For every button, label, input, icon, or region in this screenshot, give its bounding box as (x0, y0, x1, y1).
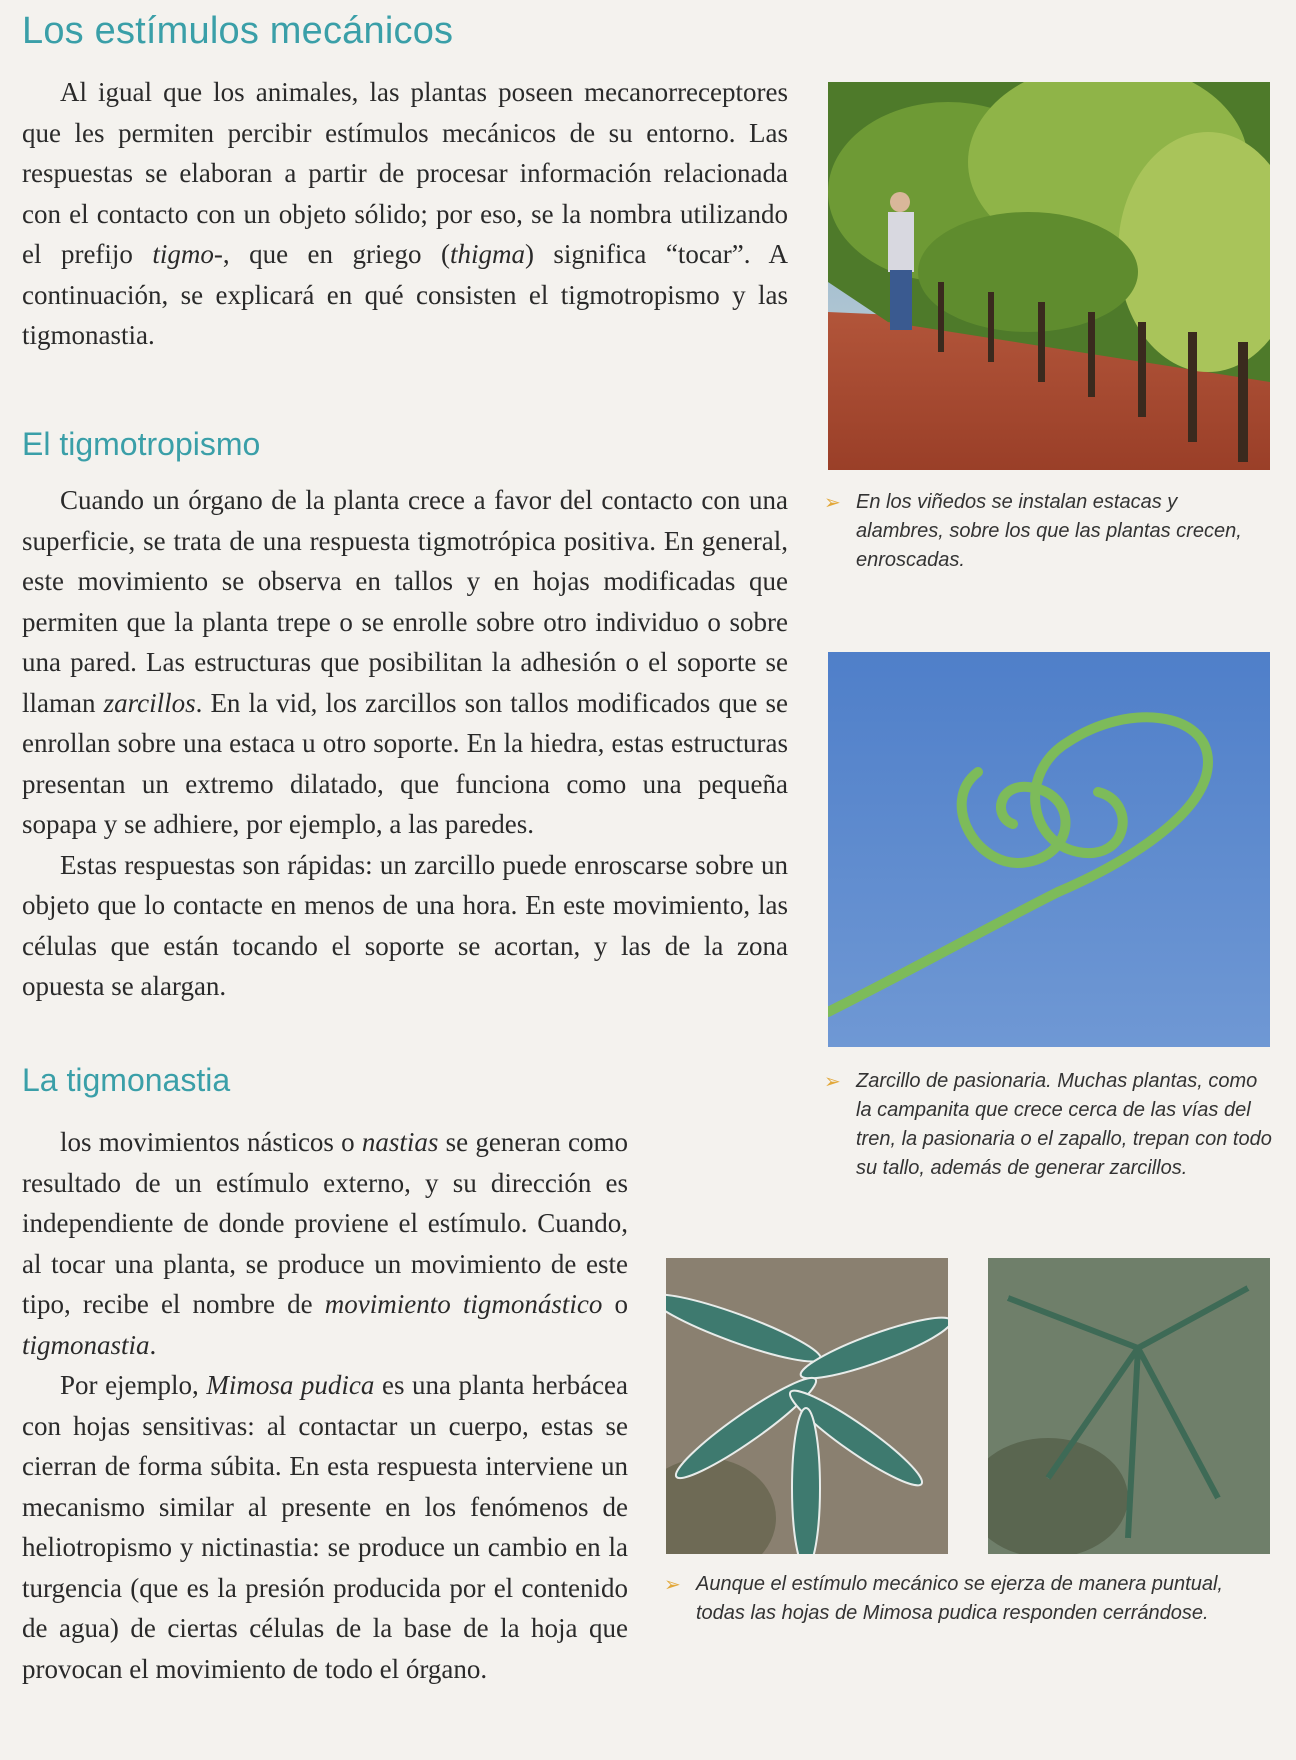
arrow-right-icon: ➢ (824, 1071, 841, 1093)
tigmotropismo-text: Cuando un órgano de la planta crece a favor del contacto con una superficie, se trata de una respuesta tigmotrópica positiva. En general, este movimiento se observa en tallos y en hojas modificadas que permiten que la planta trepe o se enrolle sobre otro individuo o sobre una pared. Las estructuras que posibilitan la adhesión o el soporte se llaman zarcillos. En la vid, los zarcillos son tallos modificados que se enrollan sobre una estaca u otro soporte. En la hiedra, estas estructuras presentan un extremo dilatado, que funciona como una pequeña sopapa y se adhiere, por ejemplo, a las paredes. Estas respuestas son rápidas: un zarcillo puede enroscarse sobre un objeto que lo contacte en menos de una hora. En este movimiento, las células que están tocando el soporte se acortan, y las de la zona opuesta se alargan. (22, 485, 788, 1001)
tendril-caption: ➢ Zarcillo de pasionaria. Muchas plantas, como la campanita que crece cerca de las vías del tren, la pasionaria o el zapallo, trepan con todo su tallo, además de generar zarcillos. (824, 1070, 1272, 1179)
tigmonastia-text: los movimientos násticos o nastias se generan como resultado de un estímulo externo, y su dirección es independiente de donde proviene el estímulo. Cuando, al tocar una planta, se produce un movimiento de este tipo, recibe el nombre de movimiento tigmonástico o tigmonastia. Por ejemplo, Mimosa pudica es una planta herbácea con hojas sensitivas: al contactar un cuerpo, estas se cierran de forma súbita. En esta respuesta interviene un mecanismo similar al presente en los fenómenos de heliotropismo y nictinastia: se produce un cambio en la turgencia (que es la presión producida por el contenido de agua) de ciertas células de la base de la hoja que provocan el movimiento de todo el órgano. (22, 1127, 629, 1684)
arrow-right-icon: ➢ (824, 492, 841, 514)
tendril-photo (828, 652, 1270, 1047)
mimosa-caption: ➢ Aunque el estímulo mecánico se ejerza de manera puntual, todas las hojas de Mimosa pudica responden cerrándose. (664, 1573, 1223, 1624)
mimosa-closed-photo (988, 1258, 1270, 1554)
vineyard-caption: ➢ En los viñedos se instalan estacas y alambres, sobre los que las plantas crecen, enroscadas. (824, 491, 1242, 571)
arrow-right-icon: ➢ (664, 1574, 681, 1596)
vineyard-photo (828, 82, 1270, 470)
section-heading-tigmonastia: La tigmonastia (22, 1062, 231, 1098)
section-heading-tigmotropismo: El tigmotropismo (22, 426, 261, 462)
intro-paragraph: Al igual que los animales, las plantas poseen mecanorreceptores que les permiten percibir estímulos mecánicos de su entorno. Las respuestas se elaboran a partir de procesar información relacionada con el contacto con un objeto sólido; por eso, se la nombra utilizando el prefijo tigmo-, que en griego (thigma) significa “tocar”. A continuación, se explicará en qué consisten el tigmotropismo y las tigmonastia. (22, 77, 788, 350)
page-title: Los estímulos mecánicos (22, 10, 454, 52)
mimosa-open-photo (666, 1258, 948, 1554)
